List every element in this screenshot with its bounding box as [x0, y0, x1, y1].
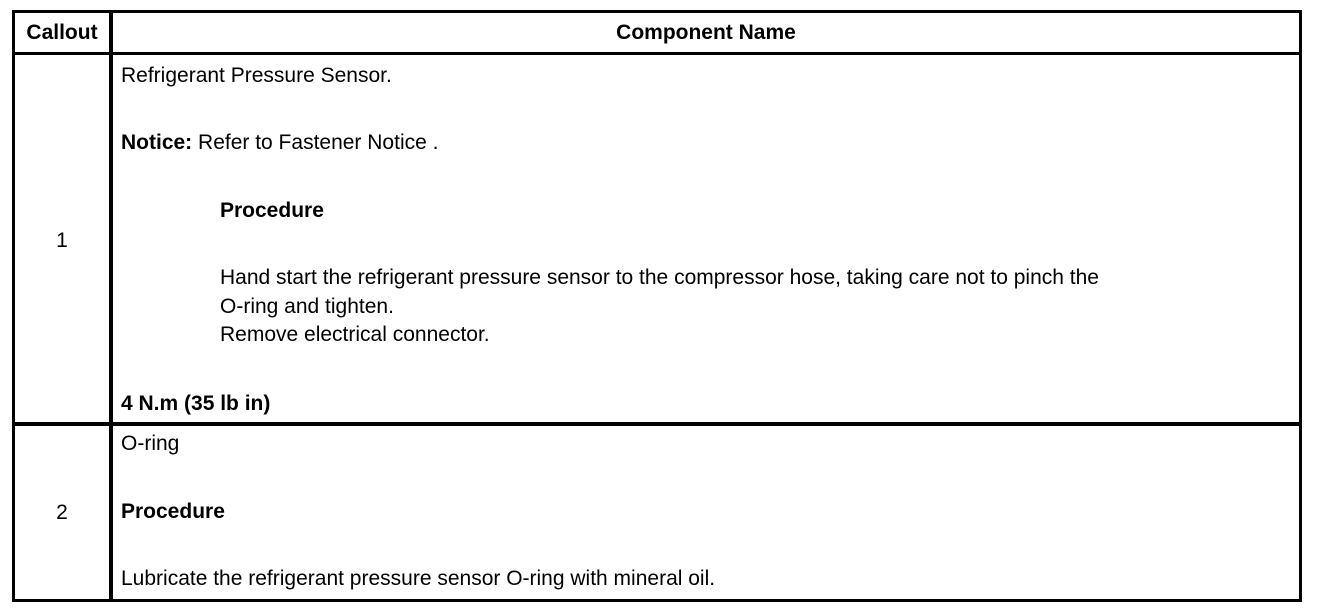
row-1-procedure-step: Hand start the refrigerant pressure sensor to the compressor hose, taking care not to pinch the — [220, 266, 1099, 289]
row-1-procedure-heading: Procedure — [220, 199, 324, 222]
row-divider — [15, 422, 1299, 426]
column-divider — [109, 13, 113, 599]
row-2-procedure-text: Lubricate the refrigerant pressure sensor O-ring with mineral oil. — [121, 567, 716, 590]
row-2-callout: 2 — [56, 501, 68, 524]
row-1-notice — [121, 128, 438, 157]
row-1-torque-spec: 4 N.m (35 lb in) — [121, 392, 271, 415]
row-2-component-name: O-ring — [121, 432, 180, 455]
header-callout: Callout — [26, 21, 98, 44]
row-1-procedure-step: Remove electrical connector. — [220, 323, 490, 346]
notice-text: Refer to Fastener Notice . — [192, 131, 439, 154]
component-table — [12, 10, 1302, 602]
header-divider — [15, 52, 1299, 55]
row-1-callout: 1 — [56, 229, 68, 252]
header-component-name: Component Name — [616, 21, 796, 44]
notice-label: Notice: — [121, 131, 193, 154]
row-1-procedure-step: O-ring and tighten. — [220, 295, 394, 318]
row-1-component-name: Refrigerant Pressure Sensor. — [121, 64, 392, 87]
row-2-procedure-heading: Procedure — [121, 500, 225, 523]
